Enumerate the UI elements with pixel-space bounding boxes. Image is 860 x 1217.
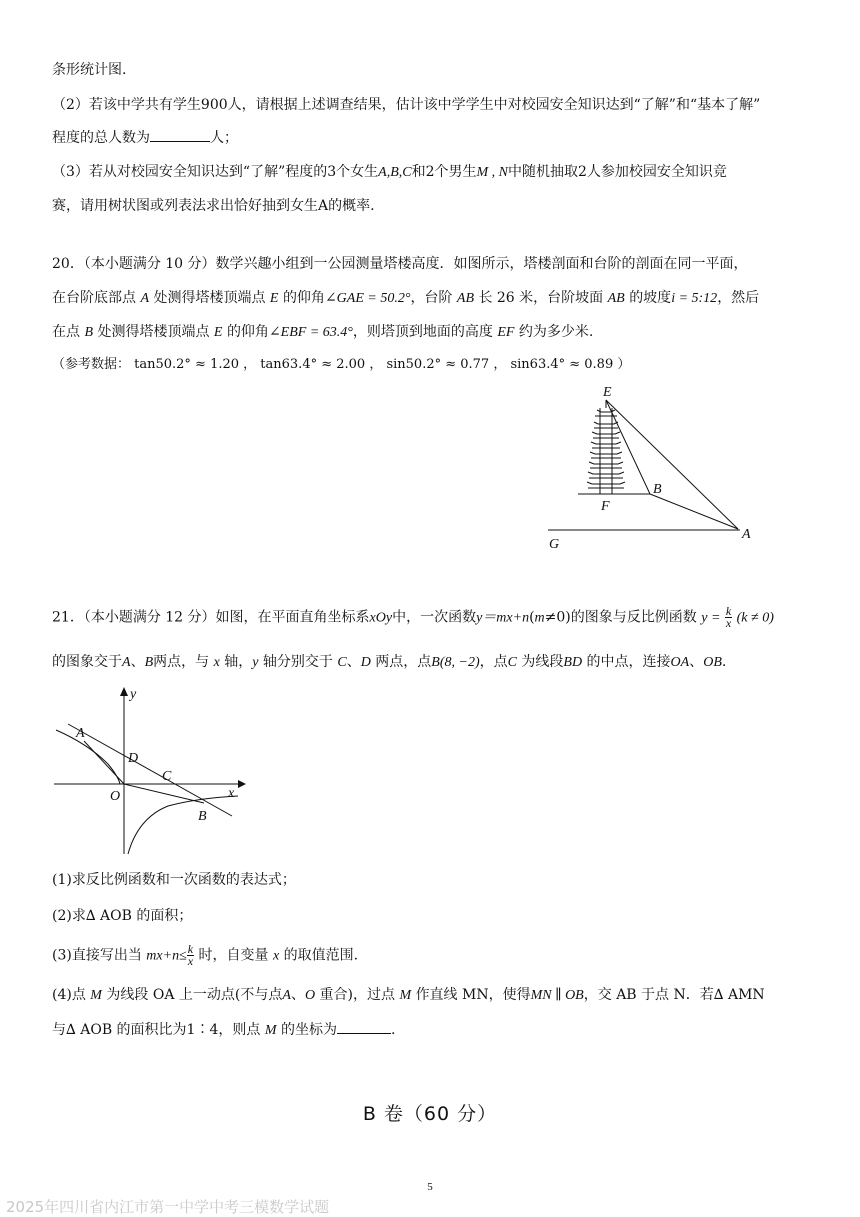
tower-icon xyxy=(587,400,625,494)
label-D: D xyxy=(128,751,139,766)
q19-part2: （2）若该中学共有学生900人，请根据上述调查结果，估计该中学学生中对校园安全知识达到“了解”和“基本了解” xyxy=(52,97,761,113)
line-ea xyxy=(606,400,738,529)
q19-part2-cont: 程度的总人数为 人； xyxy=(52,130,238,146)
q20-line3: 在点 B 处测得塔楼顶端点 E 的仰角∠EBF = 63.4°，则塔顶到地面的高度 EF 约为多少米. xyxy=(52,324,594,340)
label-A: A xyxy=(76,726,85,741)
y-axis-arrow-icon xyxy=(120,687,128,696)
hyperbola-branch-left xyxy=(56,730,120,784)
q20-line1: 20．（本小题满分 10 分）数学兴趣小组到一公园测量塔楼高度．如图所示，塔楼剖面和台阶的剖面在同一平面， xyxy=(52,256,748,272)
label-E: E xyxy=(603,385,612,400)
q21-sub3: (3)直接写出当 mx+n≤ $\frac{k}{x}$ 时，自变量 x 的取值范围. xyxy=(52,942,359,968)
label-O: O xyxy=(110,789,121,804)
coordinate-figure xyxy=(48,684,248,856)
q20-line2: 在台阶底部点 A 处测得塔楼顶端点 E 的仰角∠GAE = 50.2°，台阶 AB 长 26 米，台阶坡面 AB 的坡度i = 5:12，然后 xyxy=(52,290,760,306)
fraction-k-over-x: $\frac{k}{x}$ xyxy=(725,604,732,630)
line-eb xyxy=(606,400,650,494)
label-B: B xyxy=(653,482,662,497)
label-C: C xyxy=(162,769,172,784)
label-G: G xyxy=(549,537,560,552)
segment-oa xyxy=(84,741,124,784)
label-B: B xyxy=(198,809,207,824)
label-y: y xyxy=(130,687,137,702)
fraction-k-over-x: $\frac{k}{x}$ xyxy=(187,942,194,968)
q21-line2: 的图象交于A、B两点，与 x 轴，y 轴分别交于 C、D 两点，点B(8, −2)，点C 为线段BD 的中点，连接OA、OB. xyxy=(52,654,727,670)
q21-sub4-cont: 与∆ AOB 的面积比为1∶4，则点 M 的坐标为 . xyxy=(52,1022,396,1038)
q19-part3-cont: 赛，请用树状图或列表法求出恰好抽到女生A的概率. xyxy=(52,198,375,214)
q21-sub2: (2)求∆ AOB 的面积； xyxy=(52,908,193,924)
label-x: x xyxy=(228,786,235,801)
q21-sub1: (1)求反比例函数和一次函数的表达式； xyxy=(52,872,296,888)
answer-blank xyxy=(150,141,210,142)
q19-line1: 条形统计图. xyxy=(52,62,127,78)
label-A: A xyxy=(742,527,751,542)
watermark: 2025年四川省内江市第一中学中考三模数学试题 xyxy=(6,1198,330,1216)
q20-reference-data: （参考数据： tan50.2° ≈ 1.20 ， tan63.4° ≈ 2.00 ， sin50.2° ≈ 0.77 ， sin63.4° ≈ 0.89 ） xyxy=(52,357,631,372)
answer-blank xyxy=(337,1033,391,1034)
slope-ba xyxy=(650,494,738,529)
page-number: 5 xyxy=(427,1181,433,1193)
line-ab xyxy=(68,724,232,816)
q19-part3: （3）若从对校园安全知识达到“了解”程度的3个女生A,B,C和2个男生M , N中随机抽取2人参加校园安全知识竞 xyxy=(52,164,727,180)
label-F: F xyxy=(601,499,610,514)
x-axis-arrow-icon xyxy=(238,780,246,788)
q21-sub4: (4)点 M 为线段 OA 上一动点(不与点A、O 重合)，过点 M 作直线 MN，使得MN ∥ OB，交 AB 于点 N．若∆ AMN xyxy=(52,987,765,1003)
q21-line1: 21．（本小题满分 12 分）如图，在平面直角坐标系xOy中，一次函数y＝mx+n(m≠0)的图象与反比例函数 y = $\frac{k}{x}$ (k ≠ 0) xyxy=(52,604,774,630)
section-b-title: B 卷（60 分） xyxy=(362,1103,498,1125)
hyperbola-branch-right xyxy=(128,796,238,854)
tower-figure xyxy=(540,380,760,552)
